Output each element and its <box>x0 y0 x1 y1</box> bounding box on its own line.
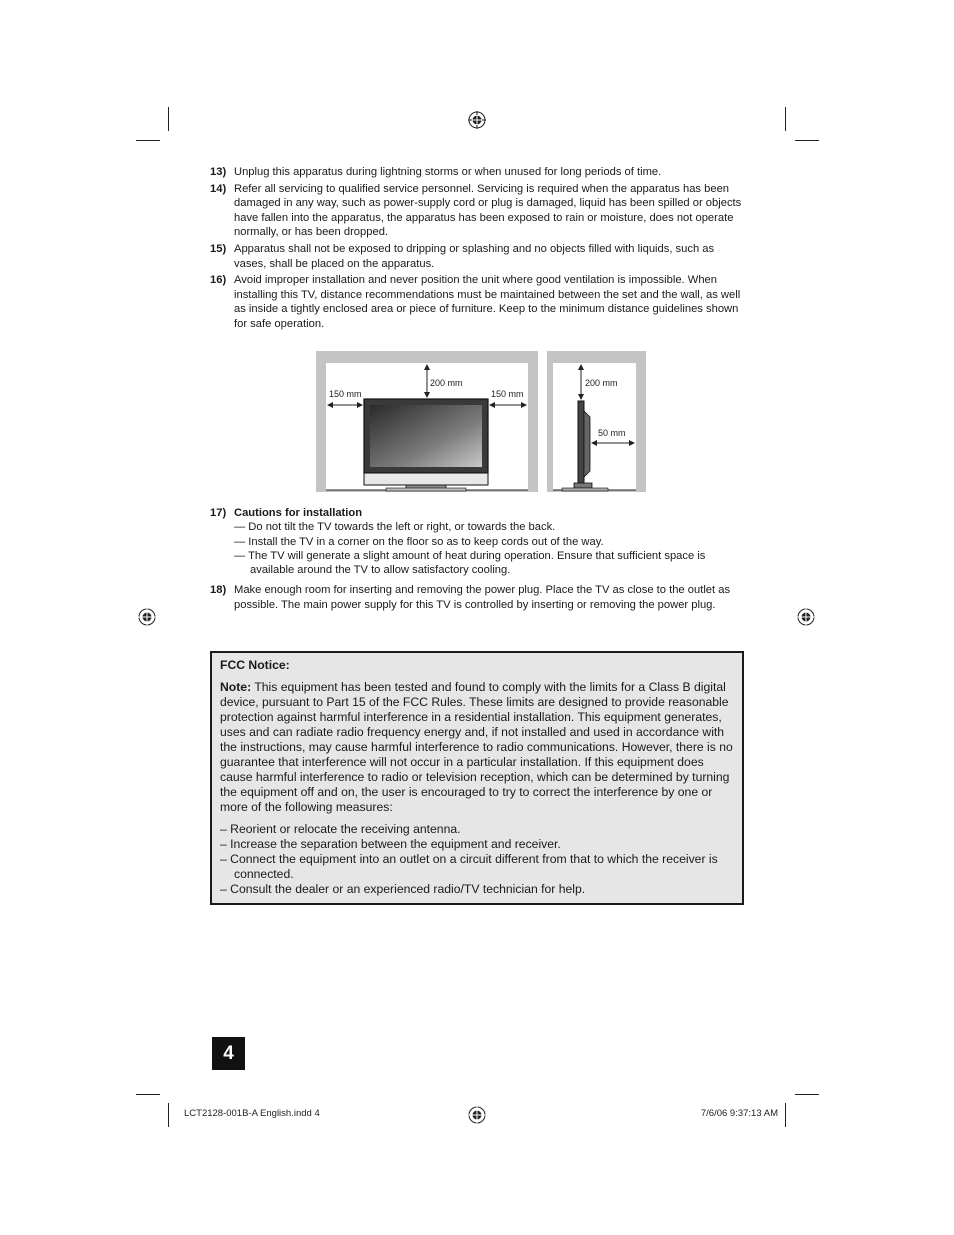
crop-mark <box>795 1094 819 1095</box>
item-number: 13) <box>210 166 227 178</box>
list-item <box>210 182 744 240</box>
caution-line: — The TV will generate a slight amount of heat during operation. Ensure that sufficient space is available around the TV to allow satisfactory cooling. <box>234 549 706 577</box>
note-label: Note: <box>220 680 252 694</box>
caution-line: — Install the TV in a corner on the floor so as to keep cords out of the way. <box>234 535 604 548</box>
list-item <box>210 242 744 271</box>
item-text: Make enough room for inserting and removing the power plug. Place the TV as close to the outlet as possible. The main power supply for this TV is controlled by inserting or removing the power plug. <box>234 584 731 611</box>
item-text: Unplug this apparatus during lightning storms or when unused for long periods of time. <box>234 166 662 178</box>
front-left-distance: 150 mm <box>329 389 362 399</box>
safety-list <box>210 165 744 334</box>
registration-mark-icon <box>468 111 486 129</box>
registration-mark-icon <box>138 608 156 626</box>
footer-timestamp: 7/6/06 9:37:13 AM <box>700 1108 778 1119</box>
item-text: Refer all servicing to qualified service personnel. Servicing is required when the apparatus has been damaged in any way, such as power-supply cord or plug is damaged, liquid has been spilled or objects have fallen into the apparatus, the apparatus has been exposed to rain or moisture, does not operate normally, or has been dropped. <box>234 182 742 239</box>
note-text: This equipment has been tested and found to comply with the limits for a Class B digital device, pursuant to Part 15 of the FCC Rules. These limits are designed to provide reasonable protection against harmful interference in a residential installation. This equipment generates, uses and can radiate radio frequency energy and, if not installed and used in accordance with the instructions, may cause harmful interference to radio communications. However, there is no guarantee that interference will not occur in a particular installation. If this equipment does cause harmful interference to radio or television reception, which can be determined by turning the equipment off and on, the user is encouraged to try to correct the interference by one or more of the following measures: <box>220 680 733 814</box>
item-number: 14) <box>210 182 227 195</box>
caution-line: — Do not tilt the TV towards the left or right, or towards the back. <box>234 521 556 534</box>
fcc-title: FCC Notice: <box>220 658 290 672</box>
footer-filename: LCT2128-001B-A English.indd 4 <box>184 1108 320 1119</box>
front-right-distance: 150 mm <box>491 389 524 399</box>
crop-mark <box>136 140 160 141</box>
cautions-title: Cautions for installation <box>234 507 363 519</box>
fcc-notice-box <box>210 651 744 905</box>
fcc-body <box>220 680 736 815</box>
cautions-heading <box>210 506 744 520</box>
side-view <box>547 351 646 492</box>
front-top-distance: 200 mm <box>430 378 463 388</box>
item-number: 16) <box>210 274 227 287</box>
list-item <box>210 583 744 612</box>
item-text: Apparatus shall not be exposed to dripping or splashing and no objects filled with liquids, such as vases, shall be placed on the apparatus. <box>234 242 715 270</box>
page-number: 4 <box>212 1037 245 1070</box>
crop-mark <box>136 1094 160 1095</box>
crop-mark <box>795 140 819 141</box>
fcc-measure: – Reorient or relocate the receiving antenna. <box>220 822 461 836</box>
fcc-measure: – Connect the equipment into an outlet on a circuit different from that to which the receiver is connected. <box>220 852 718 881</box>
registration-mark-icon <box>797 608 815 626</box>
fcc-measures <box>220 822 736 897</box>
crop-mark <box>785 1103 786 1127</box>
clearance-diagram <box>316 351 646 492</box>
side-top-distance: 200 mm <box>585 378 618 388</box>
list-item <box>210 165 744 180</box>
safety-list-18 <box>210 583 744 614</box>
item-number: 15) <box>210 242 227 255</box>
side-back-distance: 50 mm <box>598 428 626 438</box>
crop-mark <box>785 107 786 131</box>
registration-mark-icon <box>468 1106 486 1124</box>
cautions-section <box>210 506 744 577</box>
crop-mark <box>168 107 169 131</box>
crop-mark <box>168 1103 169 1127</box>
list-item <box>210 273 744 331</box>
item-text: Avoid improper installation and never position the unit where good ventilation is impossible. When installing this TV, distance recommendations must be maintained between the set and the wall, as well as inside a tightly enclosed area or piece of furniture. Keep to the minimum distance guidelines shown for safe operation. <box>234 274 741 330</box>
item-number: 17) <box>210 507 227 519</box>
item-number: 18) <box>210 584 227 596</box>
fcc-measure: – Consult the dealer or an experienced radio/TV technician for help. <box>220 882 586 896</box>
fcc-measure: – Increase the separation between the equipment and receiver. <box>220 837 561 851</box>
front-view <box>316 351 538 492</box>
